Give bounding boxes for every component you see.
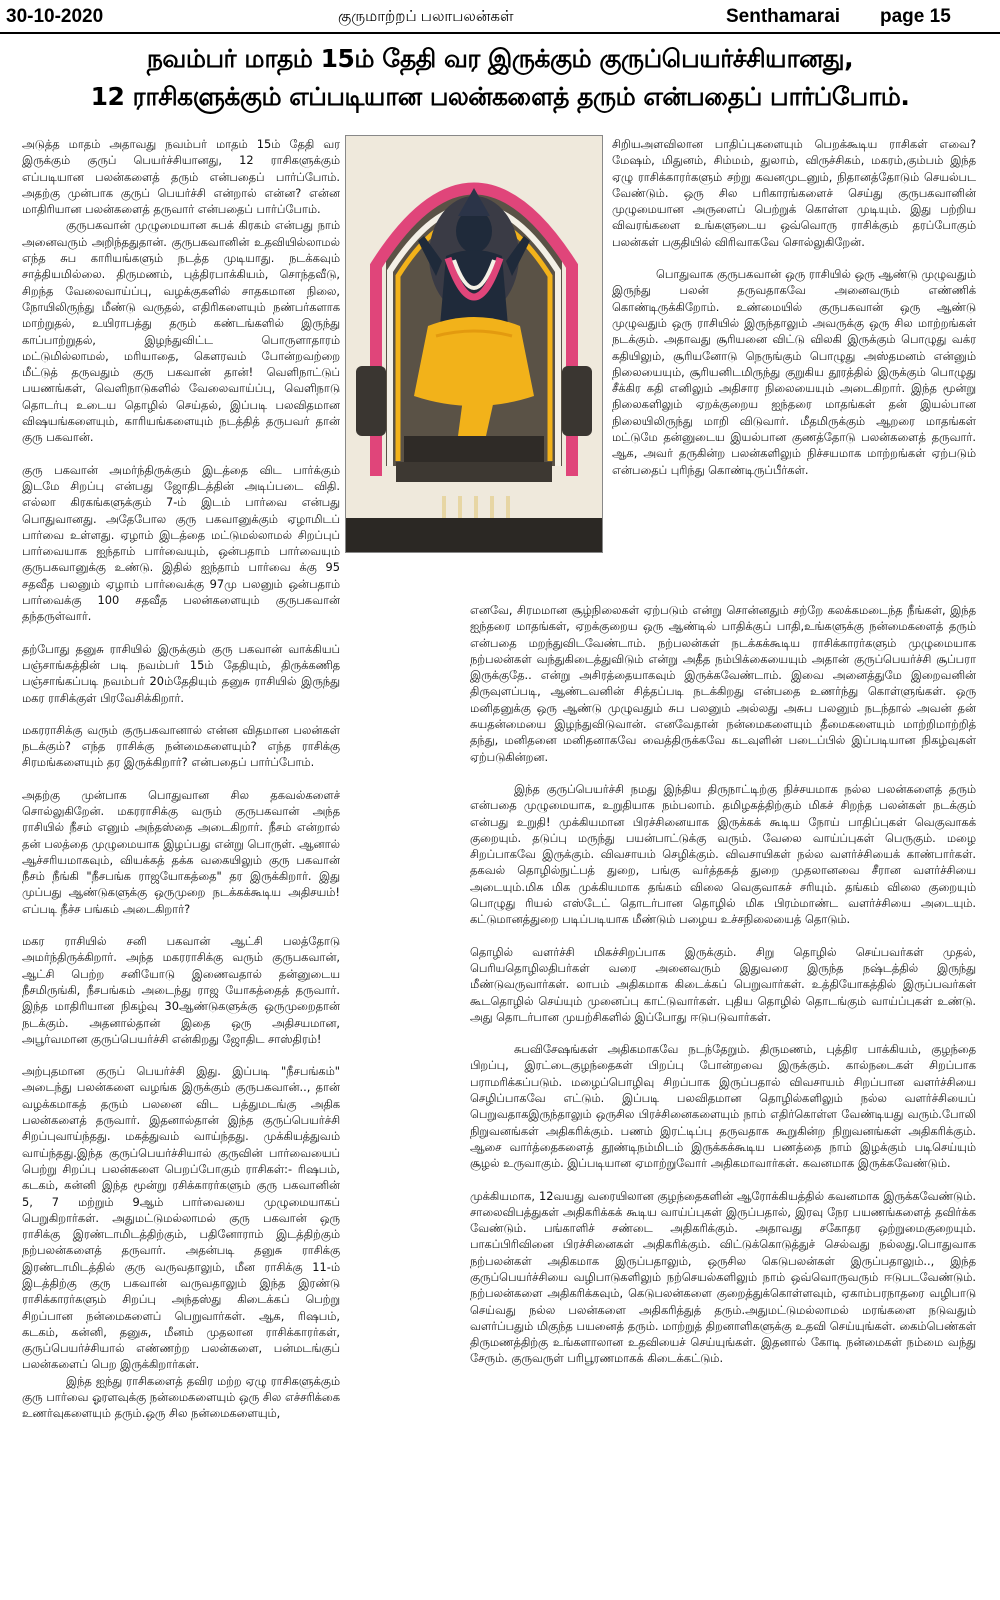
left-column xyxy=(22,136,340,1594)
guru-bhagavan-photo xyxy=(345,135,603,553)
paragraph: அற்புதமான குருப் பெயர்ச்சி இது. இப்படி "நீசபங்கம்" அடைந்து பலன்களை வழங்க இருக்கும் குருபகவான்.., தான் வழக்கமாகத் தரும் பலனை விட பத்துமடங்கு அதிக பலன்களைத் தருவார். இதனால்தான் இந்த குருப்பெயர்ச்சி சிறப்புவாய்ந்தது. மகத்துவம் வாய்ந்தது. முக்கியத்துவம் வாய்ந்தது.இந்த குருப்பெயர்ச்சியால் குருவின் பார்வையைப் பெற்று சிறப்பு பலன்களை பெறப்போகும் ராசிகள்:- ரிஷபம், கடகம், கன்னி இந்த மூன்று ரசிக்காரர்களும் குரு பகவானின் 5, 7 மற்றும் 9ஆம் பார்வையை முழுமையாகப் பெறுகிறார்கள். அதுமட்டுமல்லாமல் குரு பகவான் ஒரு ராசிக்கு இரண்டாமிடத்திற்கும், பதினோராம் இடத்திற்கும் நற்பலன்களைத் தருவார். அதன்படி தனுசு ராசிக்கு இரண்டாமிடத்தில் குரு வருவதாலும், மீன ராசிக்கு 11-ம் இடத்திற்கு குரு பகவான் வருவதாலும் இந்த இரண்டு ராசிக்காரர்களும் சிறப்பு அந்தஸ்து கிடைக்கப் பெற்று சிறப்பான நன்மைகளைப் பெறுவார்கள். ஆக, ரிஷபம், கடகம், கன்னி, தனுசு, மீனம் முதலான ராசிக்காரர்கள், குருப்பெயர்ச்சியால் எண்ணற்ற பலன்களை, பன்மடங்குப் பலன்களைப் பெற இருக்கிறார்கள். xyxy=(22,1064,340,1372)
paragraph: தற்போது தனுசு ராசியில் இருக்கும் குரு பகவான் வாக்கியப் பஞ்சாங்கத்தின் படி நவம்பர் 15ம் தேதியும், திருக்கணித பஞ்சாங்கப்படி நவம்பர் 20ம்தேதியும் தனுசு ராசியில் இருந்து மகர ராசிக்குள் பிரவேசிக்கிறார். xyxy=(22,641,340,705)
article-headline xyxy=(0,40,1000,116)
paragraph: குரு பகவான் அமர்ந்திருக்கும் இடத்தை விட பார்க்கும் இடமே சிறப்பு என்பது ஜோதிடத்தின் அடிப்படை விதி. எல்லா கிரகங்களுக்கும் 7-ம் இடம் பார்வை என்பது பொதுவானது. அதேபோல குரு பகவானுக்கும் ஏழாமிடப் பார்வை உள்ளது. ஏழாம் இடத்தை மட்டுமல்லாமல் சிறப்புப் பார்வையாக ஐந்தாம் பார்வையும், ஒன்பதாம் பார்வையும் குருபகவானுக்கு உண்டு. இதில் ஐந்தாம் பார்வை க்கு 95 சதவீத பலனும் ஏழாம் பார்வைக்கு 97மு பலனும் ஒன்பதாம் பார்வைக்கு 100 சதவீத பலன்களையும் குருபகவான் தந்தருள்வார். xyxy=(22,462,340,624)
paragraph: இந்த ஐந்து ராசிகளைத் தவிர மற்ற ஏழு ராசிகளுக்கும் குரு பார்வை ஓரளவுக்கு நன்மைகளையும் ஒரு சில எச்சரிக்கை உணர்வுகளையும் தரும்.ஒரு சில நன்மைகளையும், xyxy=(22,1373,340,1421)
issue-date: 30-10-2020 xyxy=(6,6,104,27)
paragraph: அதற்கு முன்பாக பொதுவான சில தகவல்களைச் சொல்லுகிறேன். மகரராசிக்கு வரும் குருபகவான் அந்த ராசியில் நீசம் எனும் அந்தஸ்தை அடைகிறார். நீசம் என்றால் தன் பலத்தை முழுமையாக இழப்பது என்று பொருள். ஆனால் ஆச்சரியமாகவும், வியக்கத் தக்க வகையிலும் குரு பகவான் நீசம் நீங்கி "நீசபங்க ராஜயோகத்தை" தர இருக்கிறார். இது முப்பது ஆண்டுகளுக்கு ஒருமுறை நடக்கக்கூடிய அதிசயம்! எப்படி நீச்ச பங்கம் அடைகிறார்? xyxy=(22,787,340,916)
paragraph: இந்த குருப்பெயர்ச்சி நமது இந்திய திருநாட்டிற்கு நிச்சயமாக நல்ல பலன்களைத் தரும் என்பதை முழுமையாக, உறுதியாக நம்பலாம். தமிழகத்திற்கும் மிகச் சிறந்த பலன்கள் நடக்கும் என்பது உறுதி! முக்கியமான பிரச்சினையாக இருக்கக் கூடிய நோய் பாதிப்புகள் வெகுவாகக் குறையும். தடுப்பு மருந்து பயன்பாட்டுக்கு வரும். வேலை வாய்ப்புகள் பெருகும். மழை சிறப்பாகவே இருக்கும். விவசாயம் செழிக்கும். விவசாயிகள் நல்ல வளர்ச்சியைக் காண்பார்கள். தகவல் தொழில்நுட்பத் துறை, பங்கு வர்த்தகத் துறை முதலானவை சீரான வளர்ச்சியை அடையும்.மிக மிக முக்கியமாக தங்கம் விலை வெகுவாகச் சரியும். தங்கம் விலை குறையும் பொழுது ரியல் எஸ்டேட் தொடர்பான தொழில் மிக பிரம்மாண்ட வளர்ச்சியை அடையும். கட்டுமானத்துறை படிப்படியாக மீண்டும் பழைய உச்சநிலையைத் தொடும். xyxy=(470,781,976,927)
paragraph: மகர ராசியில் சனி பகவான் ஆட்சி பலத்தோடு அமர்ந்திருக்கிறார். அந்த மகரராசிக்கு வரும் குருபகவான், ஆட்சி பெற்ற சனியோடு இணைவதால் தன்னுடைய நீசமிருங்கி, நீசபங்கம் அடைந்து ராஜ யோகத்தைத் தருவார். இந்த மாதிரியான நிகழ்வு 30ஆண்டுகளுக்கு ஒருமுறைதான் நடக்கும். அதனால்தான் இதை ஒரு அதிசயமான, அபூர்வமான குருப்பெயர்ச்சி என்கிறது ஜோதிட சாஸ்திரம்! xyxy=(22,934,340,1046)
right-column xyxy=(612,136,976,578)
paragraph: மகரராசிக்கு வரும் குருபகவானால் என்ன விதமான பலன்கள் நடக்கும்? எந்த ராசிக்கு நன்மைகளையும்? எந்த ராசிக்கு சிரமங்களையும் தர இருக்கிறார்? என்பதைப் பார்ப்போம். xyxy=(22,722,340,770)
paragraph: சிறியஅளவிலான பாதிப்புகளையும் பெறக்கூடிய ராசிகள் எவை? மேஷம், மிதுனம், சிம்மம், துலாம், விருச்சிகம், மகரம்,கும்பம் இந்த ஏழு ராசிக்காரர்களும் சற்று கவனமுடனும், நிதானத்தோடும் செயல்பட வேண்டும். ஒரு சில பரிகாரங்களைச் செய்து குருபகவானின் முழுமையான அருளைப் பெற்றுக் கொள்ள முடியும். இது பற்றிய விவரங்களை உங்களுடைய ஒவ்வொரு ராசிக்கும் தரப்போகும் பலன்கள் பகுதியில் விரிவாகவே சொல்லுகிறேன். xyxy=(612,137,976,249)
page-header xyxy=(0,0,1000,34)
headline-line-2: 12 ராசிகளுக்கும் எப்படியான பலன்களைத் தரும் என்பதைப் பார்ப்போம். xyxy=(90,82,910,111)
headline-line-1: நவம்பர் மாதம் 15ம் தேதி வர இருக்கும் குருப்பெயர்ச்சியானது, xyxy=(146,44,854,73)
bottom-right-column xyxy=(470,602,976,1596)
page-number: page 15 xyxy=(880,6,951,27)
paragraph: எனவே, சிரமமான சூழ்நிலைகள் ஏற்படும் என்று சொன்னதும் சற்றே கலக்கமடைந்த நீங்கள், இந்த ஐந்தரை மாதங்கள், ஏறக்குறைய ஒரு ஆண்டில் பாதிக்குப் பாதி,உங்களுக்கு நன்மைகளைத் தரும் என்பதை மறந்துவிடவேண்டாம். நற்பலன்கள் நடக்கக்கூடிய ராசிக்காரர்களும் முழுமையாக நற்பலன்கள் வந்துகிடைத்துவிடும் என்று அதீத நம்பிக்கையையும் அதான் குருப்பெயர்ச்சி சூப்பரா இருக்குதே.. என்று அசிரத்தையாகவும் இருக்கவேண்டாம். இவை அனைத்துமே இறைவனின் திருவுளப்படி, ஆண்டவனின் சித்தப்படி நடக்கிறது என்பதை உணர்ந்து கொள்ளுங்கள். ஒரு மனிதனுக்கு ஒரு ஆண்டு முழுவதும் சுப பலனும் அல்லது அசுப பலனும் நடந்தால் அவன் தன் சுயதன்மையை இழந்துவிடுவான். எனவேதான் நன்மைகளையும் தீமைகளையும் மாற்றிமாற்றித் தந்து, மனிதனை மனிதனாகவே வைத்திருக்கவே கடவுளின் படைப்பில் இப்படியான நிகழ்வுகள் ஏற்படுகின்றன. xyxy=(470,603,976,764)
paragraph: குருபகவான் முழுமையான சுபக் கிரகம் என்பது நாம் அனைவரும் அறிந்ததுதான். குருபகவானின் உதவியில்லாமல் எந்த சுப காரியங்களும் நடத்த முடியாது. நடக்கவும் சாத்தியமில்லை. திருமணம், புத்திரபாக்கியம், சொந்தவீடு, சிறந்த வேலைவாய்ப்பு, வழக்குகளில் சாதகமான நிலை, நோயிலிருந்து மீண்டு வருதல், எதிரிகளையும் நண்பர்களாக மாற்றுதல், உயிராபத்து தரும் கண்டங்களில் இருந்து காப்பாற்றுதல், இழந்துவிட்ட பொருளாதாரம் மட்டுமில்லாமல், மரியாதை, கௌரவம் போன்றவற்றை மீட்டுத் தருவதும் குரு பகவான் தான்! வெளிநாட்டுப் பயணங்கள், வெளிநாடுகளில் வேலைவாய்ப்பு, வெளிநாடு தொடர்பு உடைய தொழில் செய்தல், இப்படி பலவிதமான விஷயங்களையும், காரியங்களையும் நடத்தித் தருபவர் தான் குரு பகவான். xyxy=(22,218,340,445)
paragraph: முக்கியமாக, 12வயது வரையிலான குழந்தைகளின் ஆரோக்கியத்தில் கவனமாக இருக்கவேண்டும். சாலைவிபத்துகள் அதிகரிக்கக் கூடிய வாய்ப்புகள் இருப்பதால், இரவு நேர பயணங்களைத் தவிர்க்க வேண்டும். பங்காளிச் சண்டை அதிகரிக்கும். அதாவது சகோதர ஒற்றுமைகுறையும். பாகப்பிரிவினை பிரச்சினைகள் அதிகரிக்கும். விட்டுக்கொடுத்துச் செல்வது நல்லது.பொதுவாக நற்பலன்கள் அதிகமாக இருப்பதாலும், ஒருசில கெடுபலன்கள் இருப்பதாலும்.., இந்த குருப்பெயர்ச்சியை வழிபாடுகளிலும் நற்செயல்களிலும் நாம் ஒவ்வொருவரும் ஈடுபடவேண்டும். நற்பலன்களை அதிகரிக்கவும், கெடுபலன்களை குறைத்துக்கொள்ளவும், ஏகாம்பரநாதரை வழிபாடு செய்வது நல்ல பலன்களை அதிகரித்துத் தரும்.அதுமட்டுமல்லாமல் மரங்களை நடுவதும் வளர்ப்பதும் மிகுந்த பயனைத் தரும். மாற்றுத் திறனாளிகளுக்கு உதவி செய்யுங்கள். கைம்பெண்கள் திருமணத்திற்கு உங்களாலான உதவியைச் செய்யுங்கள். இதனால் கோடி நன்மைகள் நம்மை வந்து சேரும். குருவருள் பரிபூரணமாகக் கிடைக்கட்டும். xyxy=(470,1188,976,1366)
paragraph: அடுத்த மாதம் அதாவது நவம்பர் மாதம் 15ம் தேதி வர இருக்கும் குருப் பெயர்ச்சியானது, 12 ராசிகளுக்கும் எப்படியான பலன்களைத் தரும் என்பதைப் பார்ப்போம். அதற்கு முன்பாக குருப் பெயர்ச்சி என்றால் என்ன? என்ன மாதிரியான பலன்களைத் தருவார் என்பதைப் பார்ப்போம். xyxy=(22,137,340,217)
newspaper-name: Senthamarai xyxy=(726,6,841,27)
deity-illustration xyxy=(346,136,602,552)
paragraph: பொதுவாக குருபகவான் ஒரு ராசியில் ஒரு ஆண்டு முழுவதும் இருந்து பலன் தருவதாகவே அனைவரும் எண்ணிக் கொண்டிருக்கிறோம். உண்மையில் குருபகவான் ஒரு ஆண்டு முழுவதும் ஒரு ராசியில் இருந்தாலும் அவருக்கு ஒரு சில மாற்றங்கள் நடக்கும். அதாவது சூரியனை விட்டு விலகி இருக்கும் பொழுது வக்ர கதியிலும், சூரியனோடு நெருங்கும் பொழுது அஸ்தமனம் என்னும் நிலையையும், சூரியனிடமிருந்து குறுகிய தூரத்தில் இருக்கும் பொழுது சீக்கிர கதி எனிலும் அதிசார நிலையையும் அடைகிறார். இந்த மூன்று நிலைகளிலும் ஏறக்குறைய ஐந்தரை மாதங்கள் தன் இயல்பான நிலையிலிருந்து மாறி விடுவார். மீதமிருக்கும் ஆறரை மாதங்கள் மட்டுமே தன்னுடைய இயல்பான குணத்தோடு பலன்களைத் தருவார். ஆக, அவர் தருகின்ற பலன்களிலும் நிச்சயமாக மாற்றங்கள் ஏற்படும் என்பதைப் புரிந்து கொண்டிருப்பீர்கள். xyxy=(612,267,976,477)
paragraph: தொழில் வளர்ச்சி மிகச்சிறப்பாக இருக்கும். சிறு தொழில் செய்பவர்கள் முதல், பெரியதொழிலதிபர்கள் வரை அனைவரும் இதுவரை இருந்த நஷ்டத்தில் இருந்து மீண்டுவருவார்கள். லாபம் அதிகமாக கிடைக்கப் பெறுவார்கள். உத்தியோகத்தில் இருப்பவர்கள் கூடதொழில் செய்யும் முனைப்பு காட்டுவார்கள். புதிய தொழில் தொடங்கும் வாய்ப்புகள் உண்டு. அது தொடர்பான முயற்சிகளில் இப்போது ஈடுபடுவார்கள். xyxy=(470,944,976,1024)
section-title: குருமாற்றப் பலாபலன்கள் xyxy=(338,8,514,25)
paragraph: சுபவிசேஷங்கள் அதிகமாகவே நடந்தேறும். திருமணம், புத்திர பாக்கியம், குழந்தை பிறப்பு, இரட்டைகுழந்தைகள் பிறப்பு போன்றவை இருக்கும். கால்நடைகள் சிறப்பாக பராமரிக்கப்படும். மழைப்பொழிவு சிறப்பாக இருப்பதால் விவசாயம் சிறப்பான வளர்ச்சியை செழிப்பாகவே எட்டும். இப்படி பலவிதமான தொழில்களிலும் நல்ல வளர்ச்சியைப் பெறுவதாகஇருந்தாலும் ஒருசில பிரச்சினைகளையும் நாம் எதிர்கொள்ள வேண்டியது வரும்.போலி நிறுவனங்கள் அதிகரிக்கும். பணம் இரட்டிப்பு தருவதாக கூறுகின்ற நிறுவனங்கள் அதிகரிக்கும். ஆசை வார்த்தைகளைத் தூண்டிநம்மிடம் இருக்கக்கூடிய பணத்தை நாம் இழக்கும் படிசெய்யும் சூழல் உருவாகும். இப்படியான ஏமாற்றுவோர் அதிகமாவார்கள். கவனமாக இருக்கவேண்டும். xyxy=(470,1042,976,1171)
